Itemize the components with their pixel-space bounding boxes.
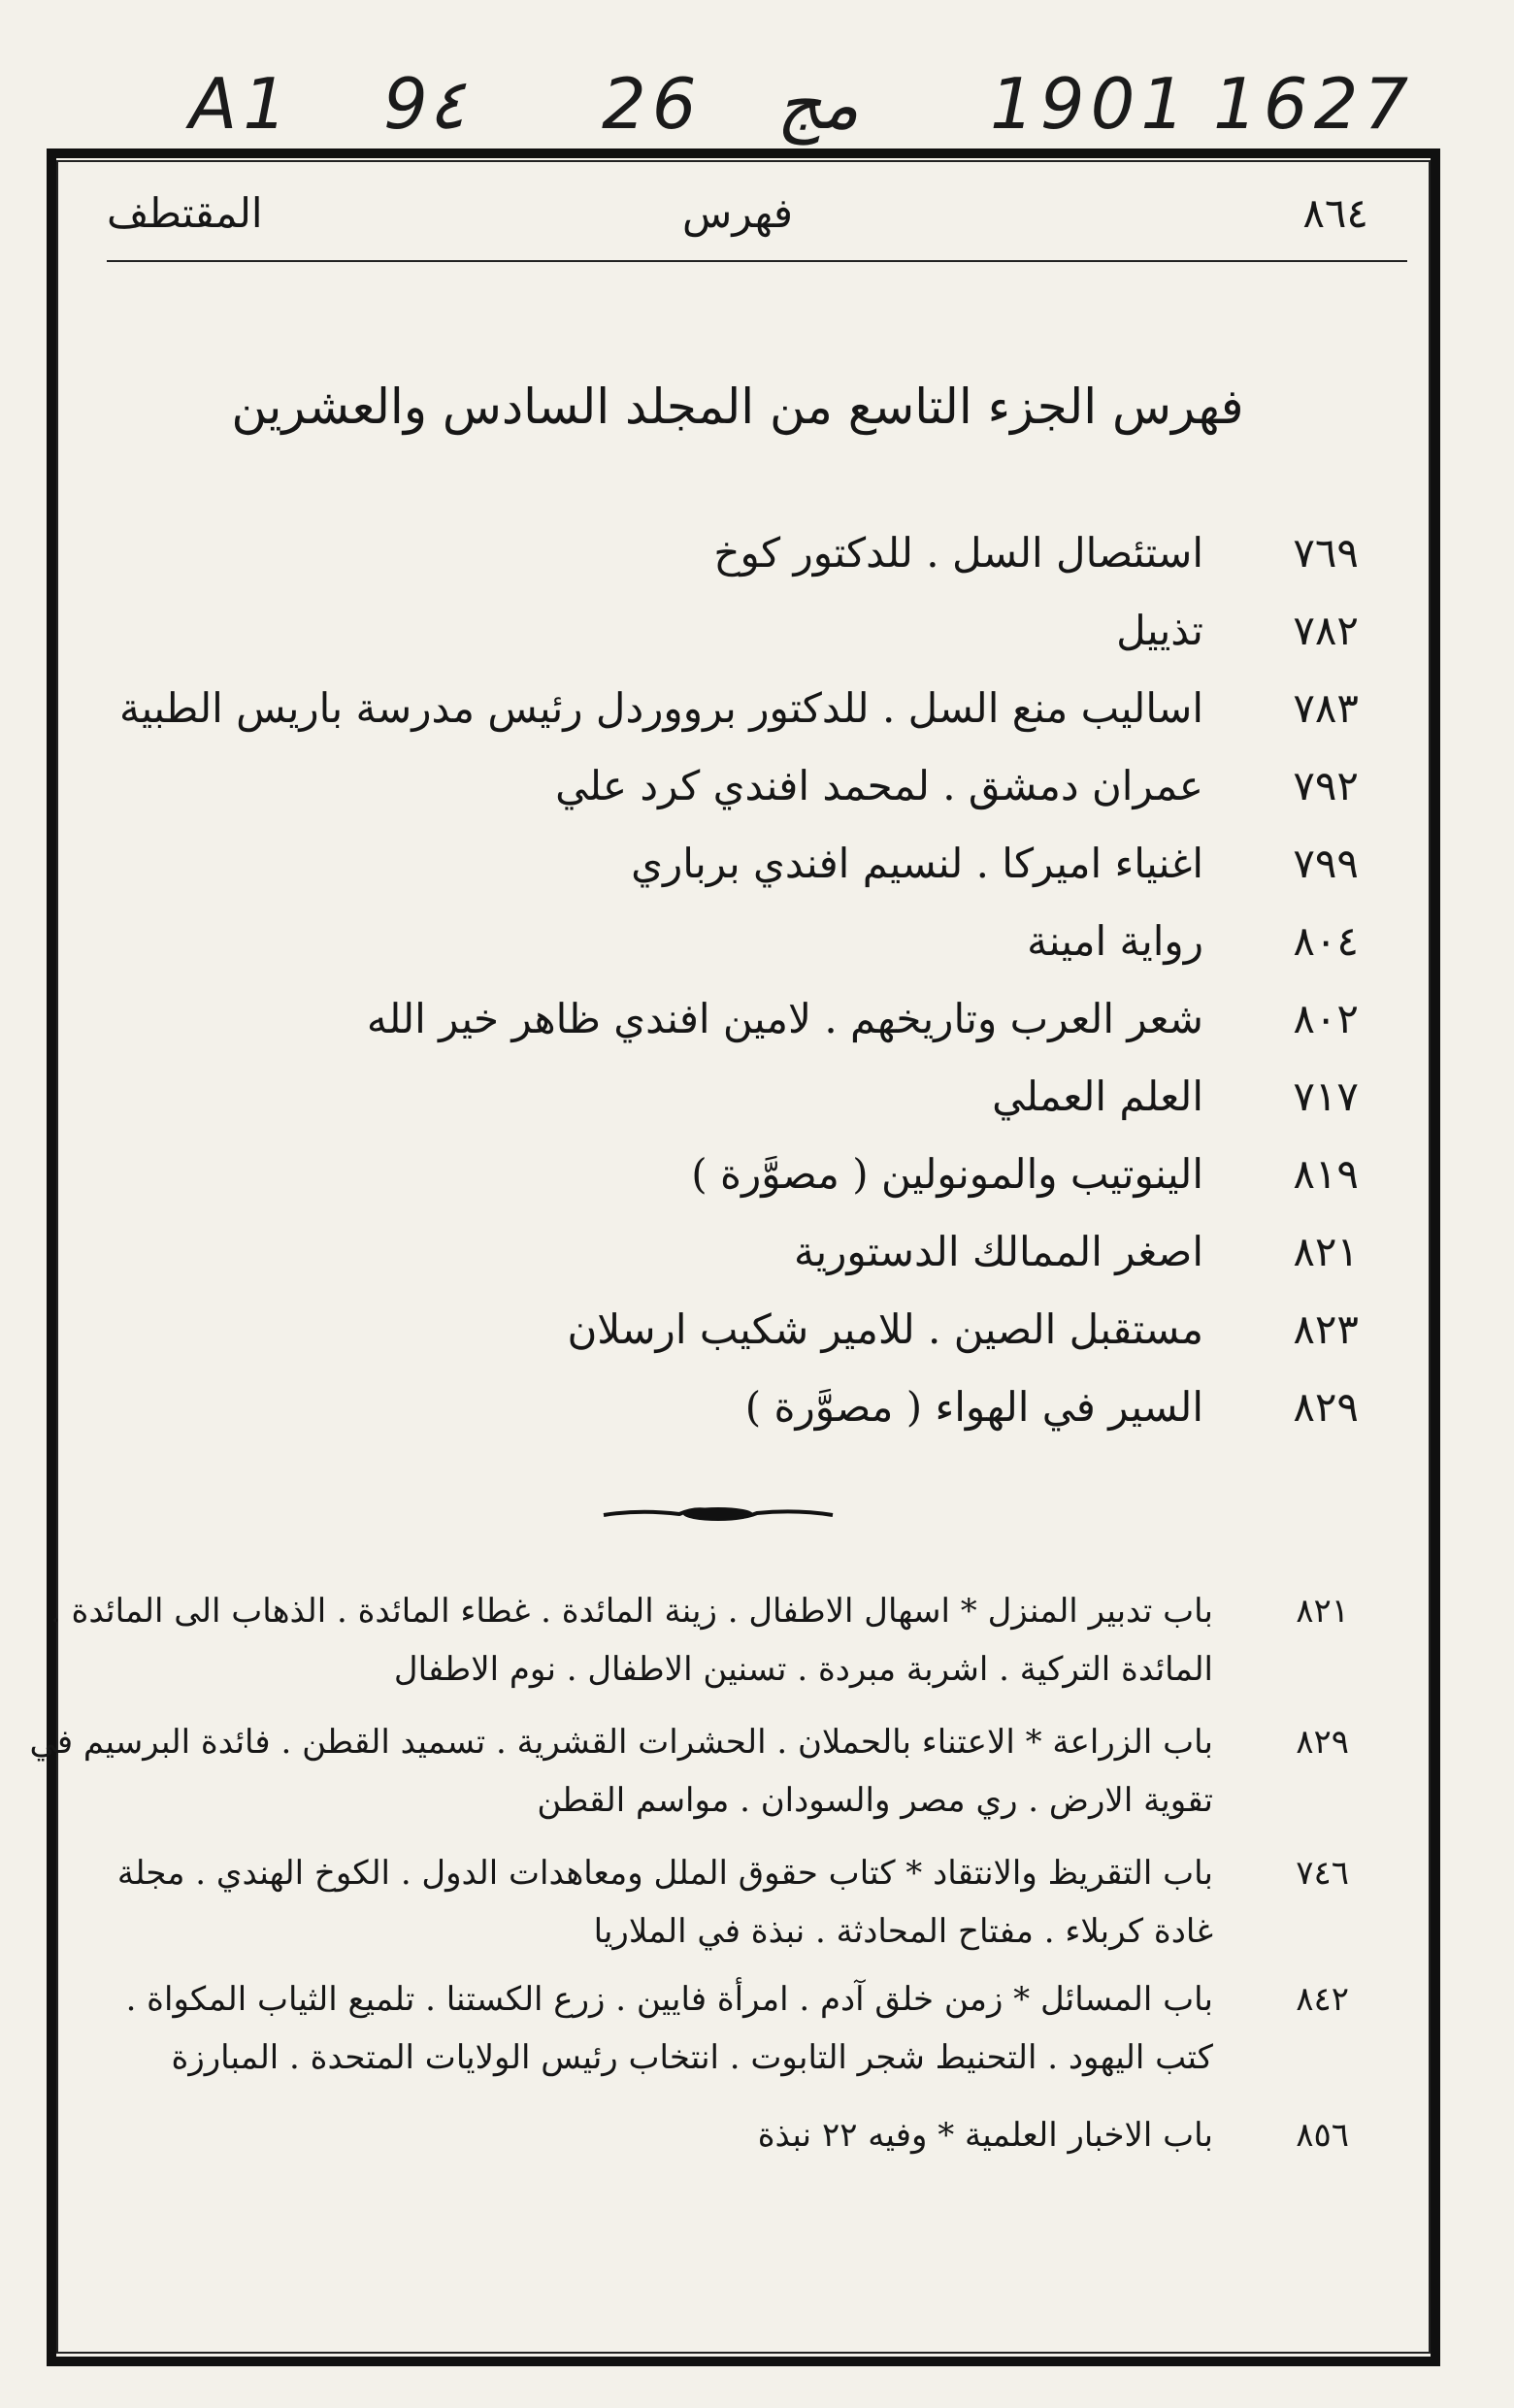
toc-title: اغنياء اميركا . لنسيم افندي برباري [631, 840, 1203, 887]
toc-page: ٧١٧ [1293, 1072, 1359, 1120]
toc-row [107, 995, 1368, 1053]
toc-row [107, 684, 1368, 742]
toc-row [107, 1383, 1368, 1441]
header-rule [107, 260, 1407, 262]
section-line: باب المسائل * زمن خلق آدم . امرأة فايين . زرع الكستنا . تلميع الثياب المكواة . [125, 1980, 1213, 2019]
toc-page: ٧٩٩ [1293, 840, 1359, 887]
section-line: باب الاخبار العلمية * وفيه ٢٢ نبذة [757, 2116, 1213, 2155]
toc-title: الينوتيب والمونولين ( مصوَّرة ) [691, 1150, 1203, 1198]
note-code-26: 26 [602, 63, 703, 145]
note-code-94: 9٤ [383, 63, 466, 145]
toc-page: ٨٢٣ [1293, 1305, 1359, 1353]
toc-title: تذييل [1116, 607, 1203, 654]
toc-row [107, 1072, 1368, 1131]
section-page: ٨٥٦ [1296, 2116, 1349, 2155]
divider-ornament [602, 1500, 835, 1529]
toc-title: مستقبل الصين . للامير شكيب ارسلان [567, 1305, 1203, 1353]
toc-title: رواية امينة [1027, 917, 1203, 965]
page-header [107, 189, 1368, 257]
section-page: ٨٢١ [1296, 1592, 1349, 1631]
toc-page: ٧٩٢ [1293, 762, 1359, 809]
toc-page: ٨١٩ [1293, 1150, 1359, 1198]
magazine-name: المقتطف [107, 189, 263, 237]
toc-page: ٨٢٩ [1293, 1383, 1359, 1431]
note-code-volume: مج [776, 63, 860, 145]
toc-title: استئصال السل . للدكتور كوخ [713, 529, 1203, 577]
section-line: تقوية الارض . ري مصر والسودان . مواسم القطن [537, 1781, 1213, 1820]
toc-row [107, 529, 1368, 587]
toc-row [107, 1305, 1368, 1364]
section-line: المائدة التركية . اشربة مبردة . تسنين الاطفال . نوم الاطفال [393, 1650, 1213, 1689]
toc-title: عمران دمشق . لمحمد افندي كرد علي [555, 762, 1203, 809]
section-line: كتب اليهود . التحنيط شجر التابوت . انتخاب رئيس الولايات المتحدة . المبارزة [171, 2038, 1213, 2077]
toc-page: ٧٦٩ [1293, 529, 1359, 577]
section-line: باب الزراعة * الاعتناء بالحملان . الحشرات القشرية . تسميد القطن . فائدة البرسيم في [29, 1723, 1213, 1762]
toc-page: ٨٠٤ [1293, 917, 1359, 965]
section-page: ٨٤٢ [1296, 1980, 1349, 2019]
section-line: باب التقريظ والانتقاد * كتاب حقوق الملل ومعاهدات الدول . الكوخ الهندي . مجلة [116, 1854, 1213, 1893]
toc-row [107, 840, 1368, 898]
toc-title: العلم العملي [992, 1072, 1203, 1120]
toc-row [107, 917, 1368, 975]
toc-title: اصغر الممالك الدستورية [793, 1228, 1203, 1275]
toc-page: ٨٠٢ [1293, 995, 1359, 1042]
section-page: ٧٤٦ [1296, 1854, 1349, 1893]
note-code-a1: A1 [189, 63, 294, 145]
header-title: فهرس [682, 189, 793, 237]
toc-title: شعر العرب وتاريخهم . لامين افندي ظاهر خير الله [366, 995, 1203, 1042]
handwritten-catalog-note [146, 44, 1427, 150]
page-number: ٨٦٤ [1302, 189, 1368, 237]
toc-title: السير في الهواء ( مصوَّرة ) [744, 1383, 1203, 1431]
toc-row [107, 607, 1368, 665]
note-number: 1627 [1213, 63, 1415, 145]
note-year: 1901 [990, 63, 1192, 145]
toc-title: اساليب منع السل . للدكتور برووردل رئيس مدرسة باريس الطبية [119, 684, 1203, 732]
toc-page: ٧٨٣ [1293, 684, 1359, 732]
index-title: فهرس الجزء التاسع من المجلد السادس والعشرين [231, 379, 1244, 435]
toc-row [107, 762, 1368, 820]
section-page: ٨٢٩ [1296, 1723, 1349, 1762]
toc-page: ٧٨٢ [1293, 607, 1359, 654]
section-line: باب تدبير المنزل * اسهال الاطفال . زينة المائدة . غطاء المائدة . الذهاب الى المائدة . [49, 1592, 1213, 1631]
toc-row [107, 1228, 1368, 1286]
section-line: غادة كربلاء . مفتاح المحادثة . نبذة في الملاريا [593, 1912, 1213, 1951]
toc-row [107, 1150, 1368, 1208]
toc-page: ٨٢١ [1293, 1228, 1359, 1275]
